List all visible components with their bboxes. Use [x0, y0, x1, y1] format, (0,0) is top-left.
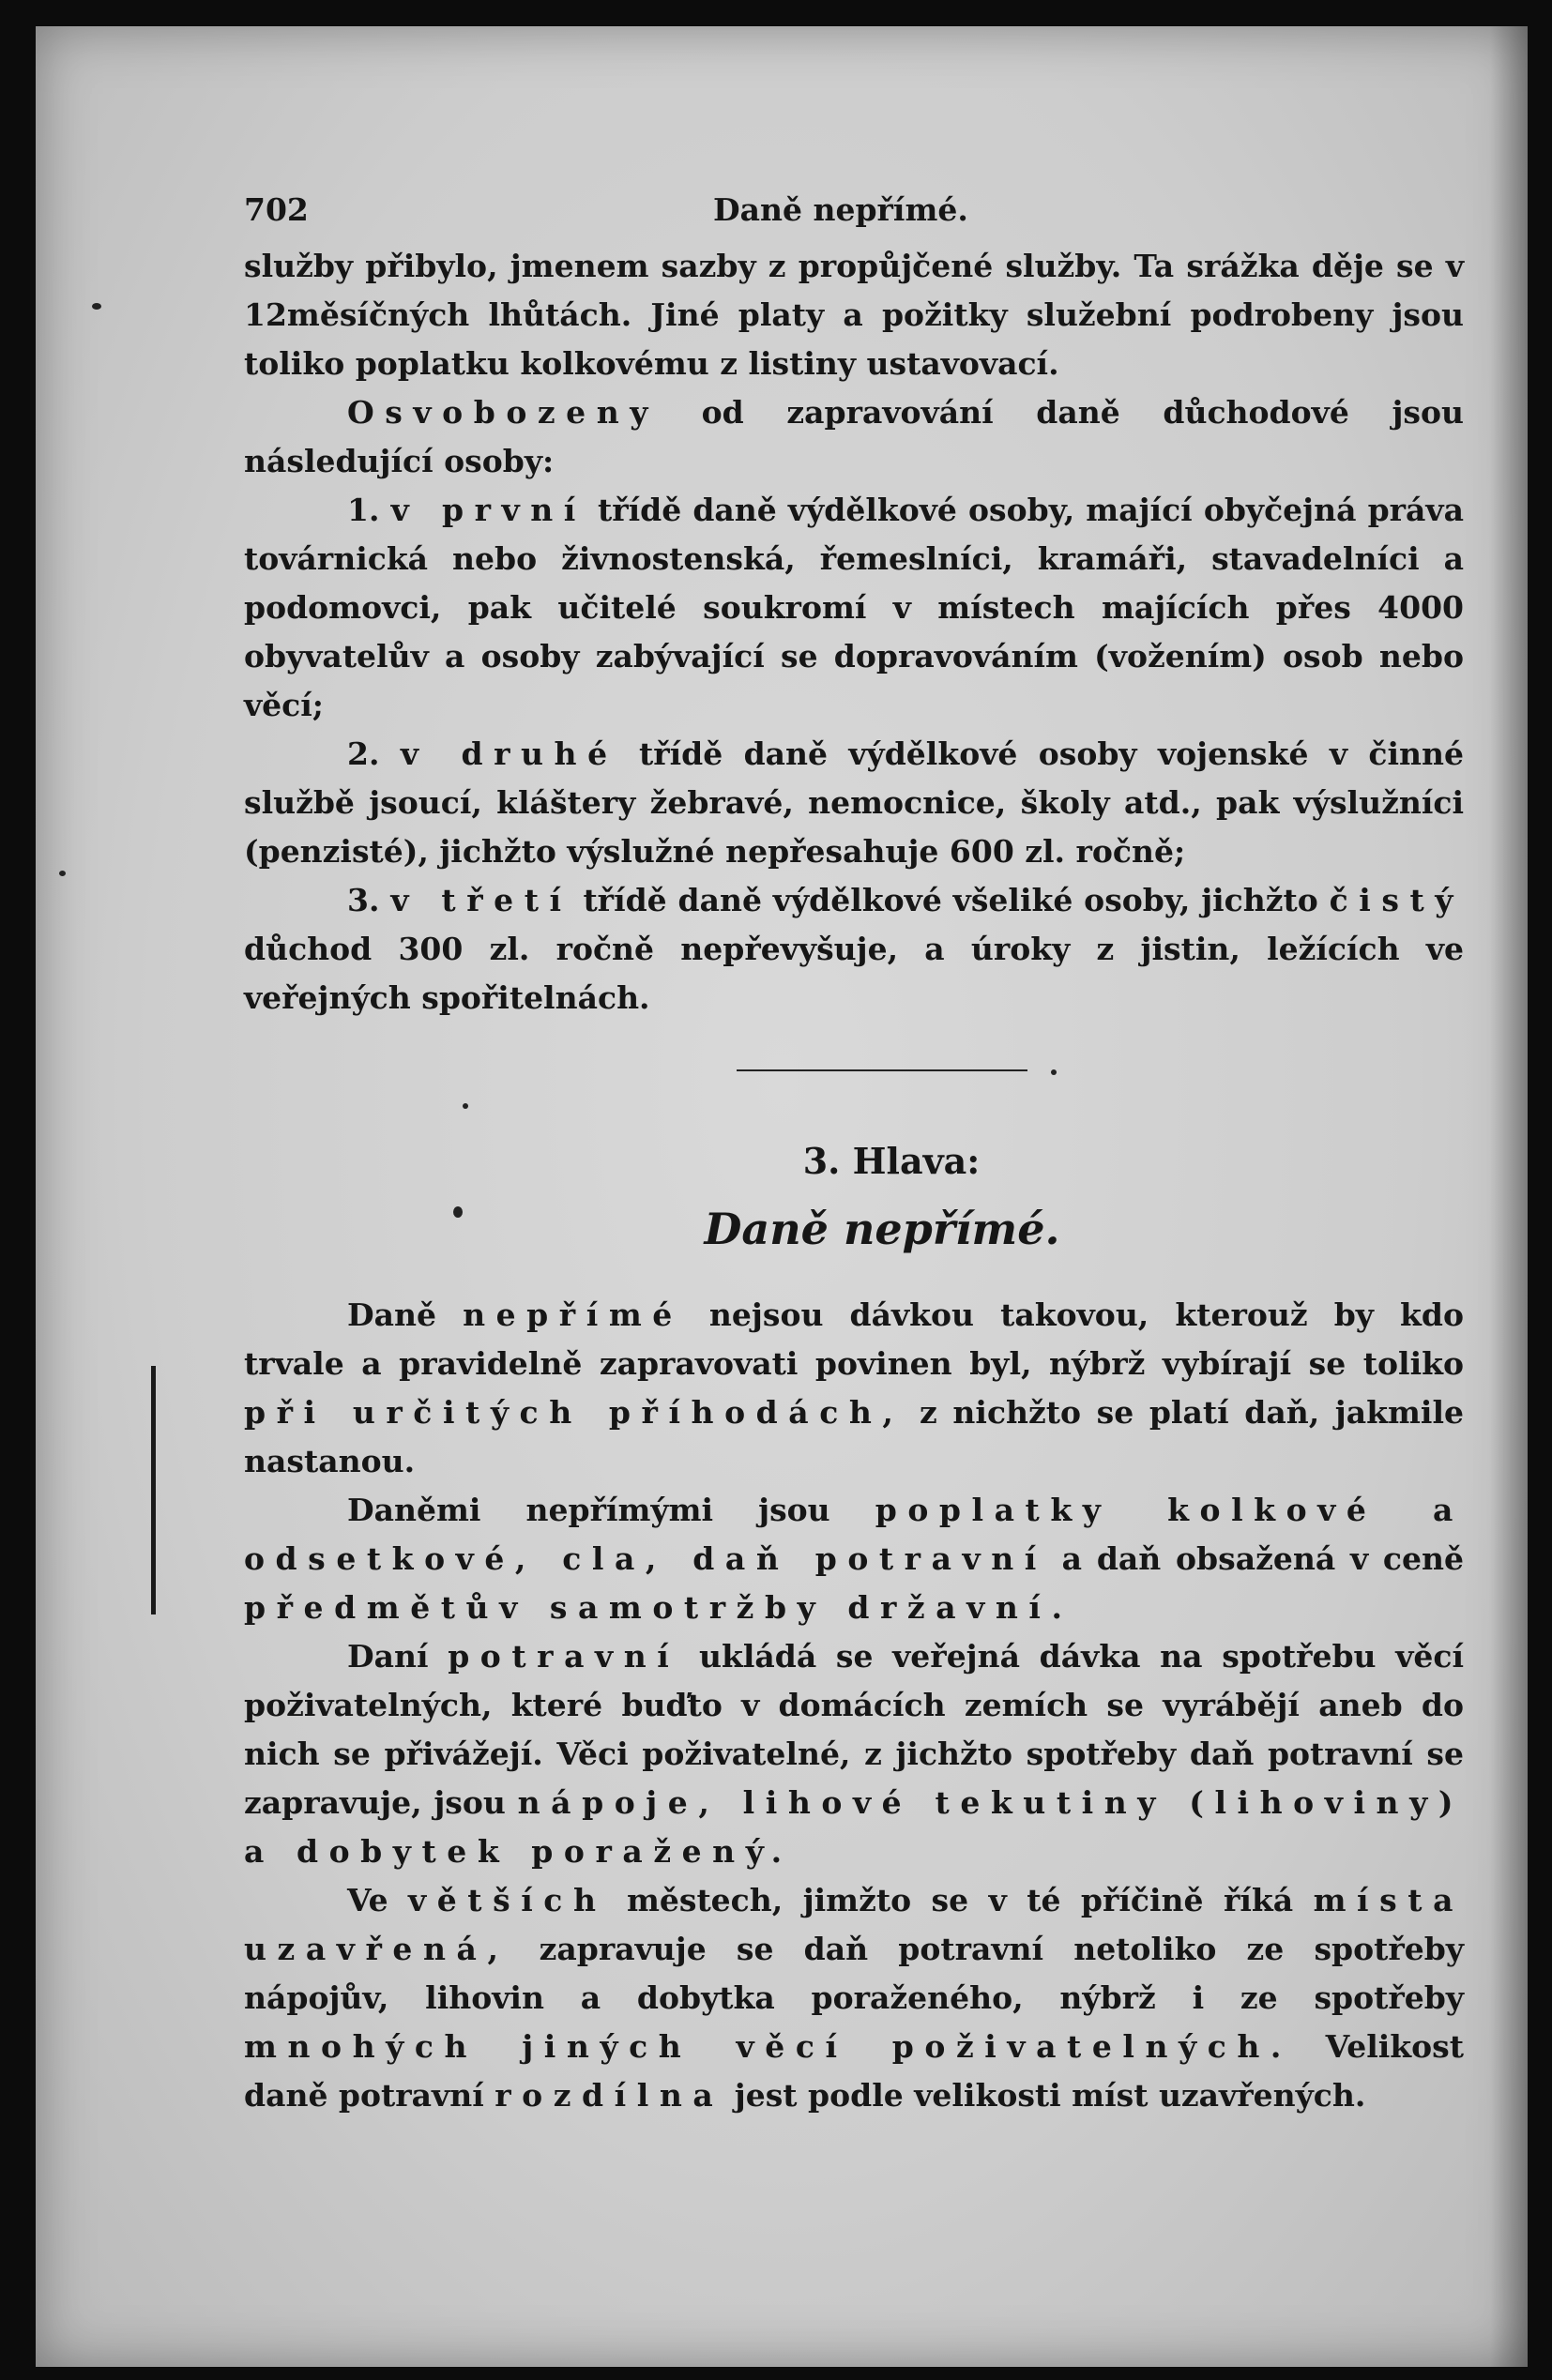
continuation-paragraph: služby přibylo, jmenem sazby z propůjčené služby. Ta srážka děje se v 12měsíčných lhůtách. Jiné platy a požitky služební podrobeny jsou toliko poplatku kolkovému z listiny ustavovací.: [244, 248, 1464, 382]
emphasis-text: v třetí: [390, 882, 572, 918]
emphasis-text: při určitých příhodách,: [244, 1394, 905, 1431]
running-header: [244, 186, 1464, 242]
ink-speck: [59, 871, 66, 876]
emphasis-text: poplatky kolkové a odsetkové, cla, daň potravní: [244, 1492, 1464, 1577]
paragraph-text: Daněmi nepřímými jsou: [347, 1492, 875, 1528]
emphasis-text: potravní: [448, 1638, 680, 1675]
exemption-paragraph: [244, 388, 1464, 486]
chapter-heading: 3. Hlava:: [802, 1140, 981, 1182]
paragraph-text: důchod 300 zl. ročně nepřevyšuje, a úroky z jistin, ležících ve veřejných spořitelnách.: [244, 931, 1464, 1016]
emphasis-text: nápoje, lihové tekutiny (lihoviny) a dobytek poražený.: [244, 1784, 1464, 1870]
emphasis-text: Osvobozeny: [347, 394, 659, 431]
item-number: 3.: [347, 882, 380, 918]
paragraph-text: jest podle velikosti míst uzavřených.: [723, 2077, 1366, 2114]
emphasis-text: větších: [408, 1882, 607, 1918]
emphasis-text: rozdílna: [495, 2077, 724, 2114]
list-item-third-class: [244, 876, 1464, 1023]
ink-speck: [92, 303, 101, 310]
page-content: [244, 186, 1464, 2120]
list-item-second-class: [244, 730, 1464, 876]
emphasis-text: místa uzavřená,: [244, 1882, 1465, 1967]
paragraph-text: ukládá se veřejná dávka na spotřebu věcí poživatelných, které buďto v domácích zemích se vyrábějí aneb do nich se přivážejí. Věci poživatelné, z jichžto spotřeby daň potravní se zapravuje, jsou: [244, 1638, 1464, 1821]
paragraph-text: třídě daně výdělkové osoby vojenské v činné službě jsoucí, kláštery žebravé, nemocnice, školy atd., pak výslužníci (penzisté), jichžto výslužné nepřesahuje 600 zl. ročně;: [244, 735, 1464, 870]
paragraph-text: Daní: [347, 1638, 449, 1675]
paragraph-text: nejsou dávkou takovou, kterouž by kdo trvale a pravidelně zapravovati povinen byl, nýbrž vybírají se toliko: [244, 1296, 1465, 1382]
scanned-page: [36, 26, 1528, 2367]
paragraph-closed-places: [244, 1876, 1464, 2120]
paragraph-text: z nichžto se platí daň, jakmile nastanou.: [244, 1394, 1464, 1479]
emphasis-text: předmětův samotržby državní.: [244, 1589, 1073, 1626]
chapter-subtitle: Daně nepřímé.: [704, 1204, 1060, 1254]
paragraph-text: od zapravování daně důchodové jsou následující osoby:: [244, 394, 1464, 479]
paragraph-text: Ve: [347, 1882, 409, 1918]
paragraph-text: a daň obsažená v ceně: [1046, 1540, 1464, 1577]
emphasis-text: mnohých jiných věcí poživatelných.: [244, 2028, 1292, 2065]
emphasis-text: nepřímé: [463, 1296, 683, 1333]
running-title: Daně nepřímé.: [713, 191, 968, 228]
list-item-first-class: [244, 486, 1464, 730]
paragraph-text: Daně: [347, 1296, 464, 1333]
page-edge-shadow: [1490, 26, 1528, 2367]
paragraph-text: městech, jimžto se v té příčině říká: [606, 1882, 1314, 1918]
paragraph-text: třídě daně výdělkové osoby, mající obyčejná práva továrnická nebo živnostenská, řemeslníci, kramáři, stavadelníci a podomovci, pak učitelé soukromí v místech majících přes 4000 obyvatelův a osoby zabývající se dopravováním (vožením) osob nebo věcí;: [244, 492, 1464, 723]
emphasis-text: v první: [390, 492, 586, 528]
paragraph-consumption-tax: [244, 1632, 1464, 1876]
paragraph-text: třídě daně výdělkové všeliké osoby, jichžto: [571, 882, 1330, 918]
paragraph-text: Velikost daně potravní: [244, 2028, 1464, 2114]
item-number: 2.: [347, 735, 380, 772]
paragraph-indirect-taxes: [244, 1291, 1464, 1486]
emphasis-text: čistý: [1329, 882, 1464, 918]
paragraph-tax-types: [244, 1486, 1464, 1632]
item-number: 1.: [347, 492, 380, 528]
paragraph-text: zapravuje se daň potravní netoliko ze spotřeby nápojův, lihovin a dobytka poraženého, nýbrž i ze spotřeby: [244, 1931, 1464, 2016]
section-divider: [737, 1069, 1027, 1071]
emphasis-text: v druhé: [400, 735, 618, 772]
margin-mark: [151, 1366, 156, 1614]
page-number: 702: [244, 191, 309, 228]
